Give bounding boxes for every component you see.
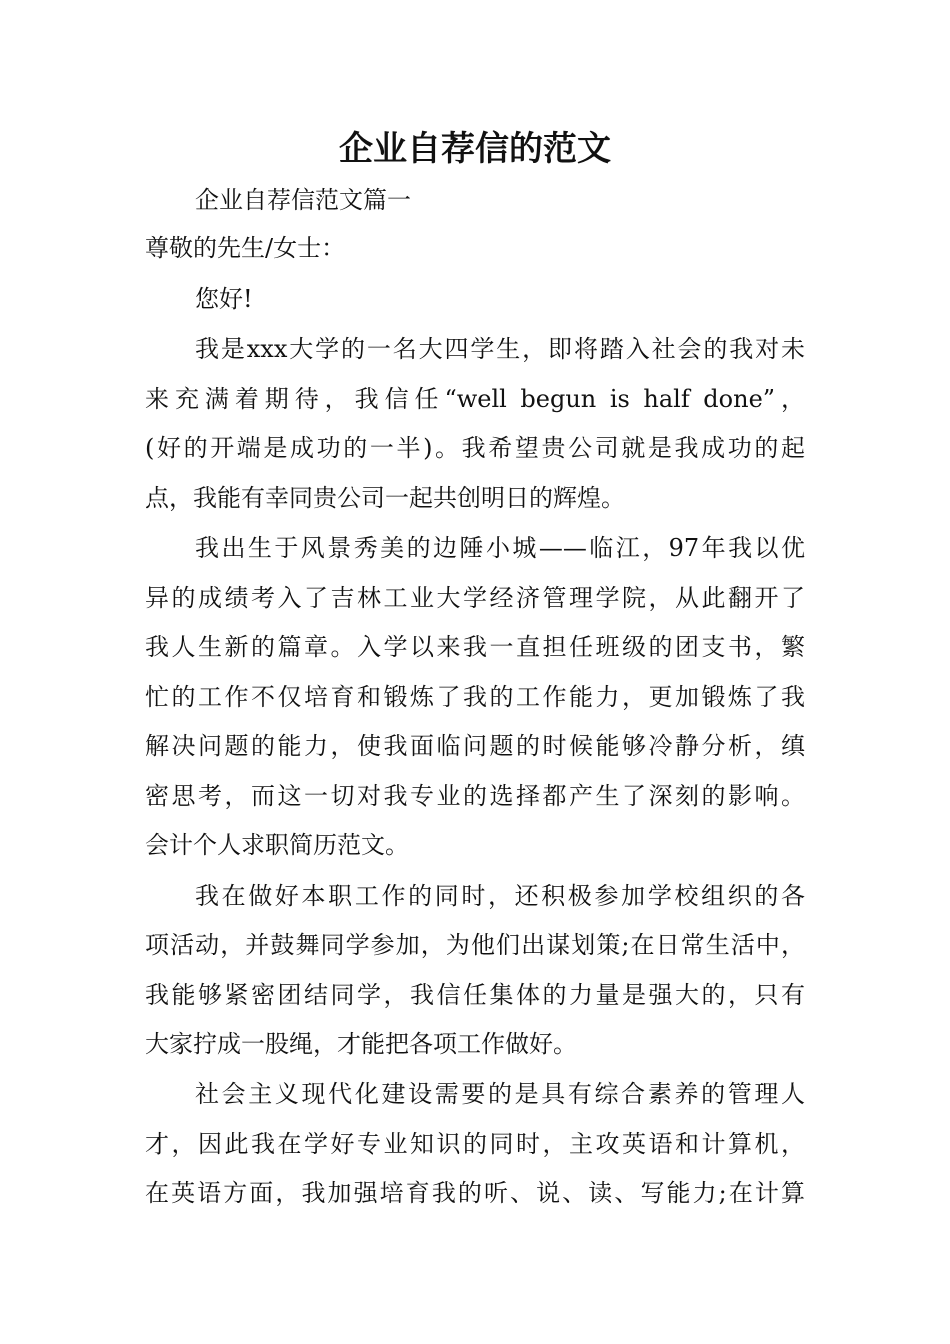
body-line: 大家拧成一股绳，才能把各项工作做好。 xyxy=(145,1030,577,1058)
body-line: 来充满着期待，我信任“well begun is half done”， xyxy=(145,385,805,413)
body-line: 在英语方面，我加强培育我的听、说、读、写能力;在计算 xyxy=(145,1179,805,1207)
body-line: 密思考，而这一切对我专业的选择都产生了深刻的影响。 xyxy=(145,782,805,810)
body-line: 我是xxx大学的一名大四学生，即将踏入社会的我对未 xyxy=(195,335,805,363)
body-line: 点，我能有幸同贵公司一起共创明日的辉煌。 xyxy=(145,484,625,512)
salutation: 尊敬的先生/女士： xyxy=(145,234,346,262)
greeting: 您好! xyxy=(195,285,253,313)
body-line: 我出生于风景秀美的边陲小城——临江，97年我以优 xyxy=(195,534,805,562)
body-line: 我人生新的篇章。入学以来我一直担任班级的团支书，繁 xyxy=(145,633,805,661)
body-line: 会计个人求职简历范文。 xyxy=(145,831,409,859)
body-line: 才，因此我在学好专业知识的同时，主攻英语和计算机， xyxy=(145,1130,805,1158)
body-line: 解决问题的能力，使我面临问题的时候能够冷静分析，缜 xyxy=(145,732,805,760)
body-line: (好的开端是成功的一半)。我希望贵公司就是我成功的起 xyxy=(145,434,805,462)
section-heading: 企业自荐信范文篇一 xyxy=(195,186,411,214)
body-line: 异的成绩考入了吉林工业大学经济管理学院，从此翻开了 xyxy=(145,584,805,612)
document-title: 企业自荐信的范文 xyxy=(339,129,611,169)
body-line: 项活动，并鼓舞同学参加，为他们出谋划策;在日常生活中， xyxy=(145,931,805,959)
body-line: 社会主义现代化建设需要的是具有综合素养的管理人 xyxy=(195,1080,805,1108)
body-line: 忙的工作不仅培育和锻炼了我的工作能力，更加锻炼了我 xyxy=(145,683,805,711)
body-line: 我在做好本职工作的同时，还积极参加学校组织的各 xyxy=(195,882,805,910)
body-line: 我能够紧密团结同学，我信任集体的力量是强大的，只有 xyxy=(145,981,805,1009)
